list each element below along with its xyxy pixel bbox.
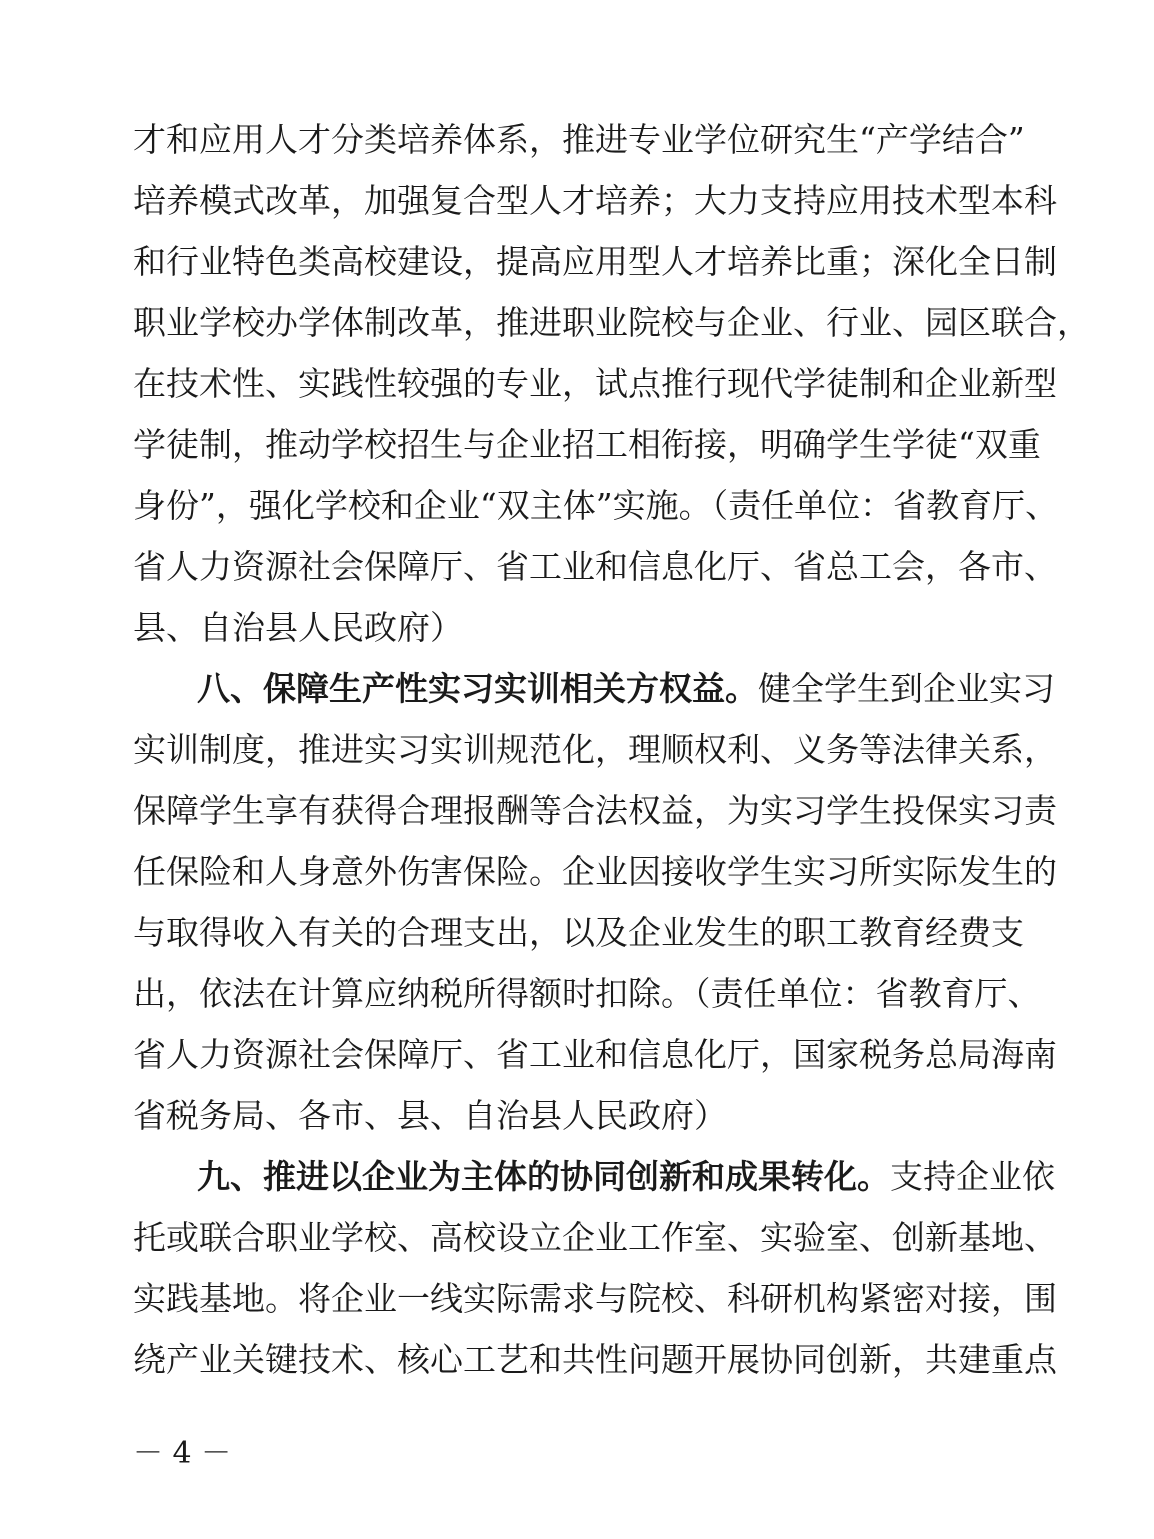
section-8-first-line-text: 健全学生到企业实习 xyxy=(758,669,1055,708)
body-line: 托或联合职业学校、高校设立企业工作室、实验室、创新基地、 xyxy=(133,1218,1057,1257)
body-line: 实践基地。将企业一线实际需求与院校、科研机构紧密对接，围 xyxy=(133,1279,1057,1318)
body-line: 实训制度，推进实习实训规范化，理顺权利、义务等法律关系， xyxy=(133,730,1057,769)
body-line: 省税务局、各市、县、自治县人民政府） xyxy=(133,1096,727,1135)
body-line: 培养模式改革，加强复合型人才培养；大力支持应用技术型本科 xyxy=(133,181,1057,220)
body-line: 和行业特色类高校建设，提高应用型人才培养比重；深化全日制 xyxy=(133,242,1057,281)
body-line: 与取得收入有关的合理支出，以及企业发生的职工教育经费支 xyxy=(133,913,1024,952)
page-number: － 4 － xyxy=(133,1436,232,1471)
body-line: 才和应用人才分类培养体系，推进专业学位研究生“产学结合” xyxy=(133,120,1025,159)
section-9-heading: 九、推进以企业为主体的协同创新和成果转化。 xyxy=(197,1157,890,1196)
section-8-heading: 八、保障生产性实习实训相关方权益。 xyxy=(197,669,758,708)
section-8-first-line xyxy=(197,669,1055,709)
body-line: 县、自治县人民政府） xyxy=(133,608,463,647)
section-9-first-line-text: 支持企业依 xyxy=(890,1157,1055,1196)
body-line: 省人力资源社会保障厅、省工业和信息化厅，国家税务总局海南 xyxy=(133,1035,1057,1074)
section-9-first-line xyxy=(197,1157,1055,1197)
body-line: 绕产业关键技术、核心工艺和共性问题开展协同创新，共建重点 xyxy=(133,1340,1057,1379)
body-line: 保障学生享有获得合理报酬等合法权益，为实习学生投保实习责 xyxy=(133,791,1057,830)
body-line: 任保险和人身意外伤害保险。企业因接收学生实习所实际发生的 xyxy=(133,852,1057,891)
body-line: 在技术性、实践性较强的专业，试点推行现代学徒制和企业新型 xyxy=(133,364,1057,403)
body-line: 身份”，强化学校和企业“双主体”实施。（责任单位：省教育厅、 xyxy=(133,486,1059,525)
body-line: 职业学校办学体制改革，推进职业院校与企业、行业、园区联合， xyxy=(133,303,1090,342)
body-line: 出，依法在计算应纳税所得额时扣除。（责任单位：省教育厅、 xyxy=(133,974,1041,1013)
body-line: 学徒制，推动学校招生与企业招工相衔接，明确学生学徒“双重 xyxy=(133,425,1041,464)
body-line: 省人力资源社会保障厅、省工业和信息化厅、省总工会，各市、 xyxy=(133,547,1057,586)
